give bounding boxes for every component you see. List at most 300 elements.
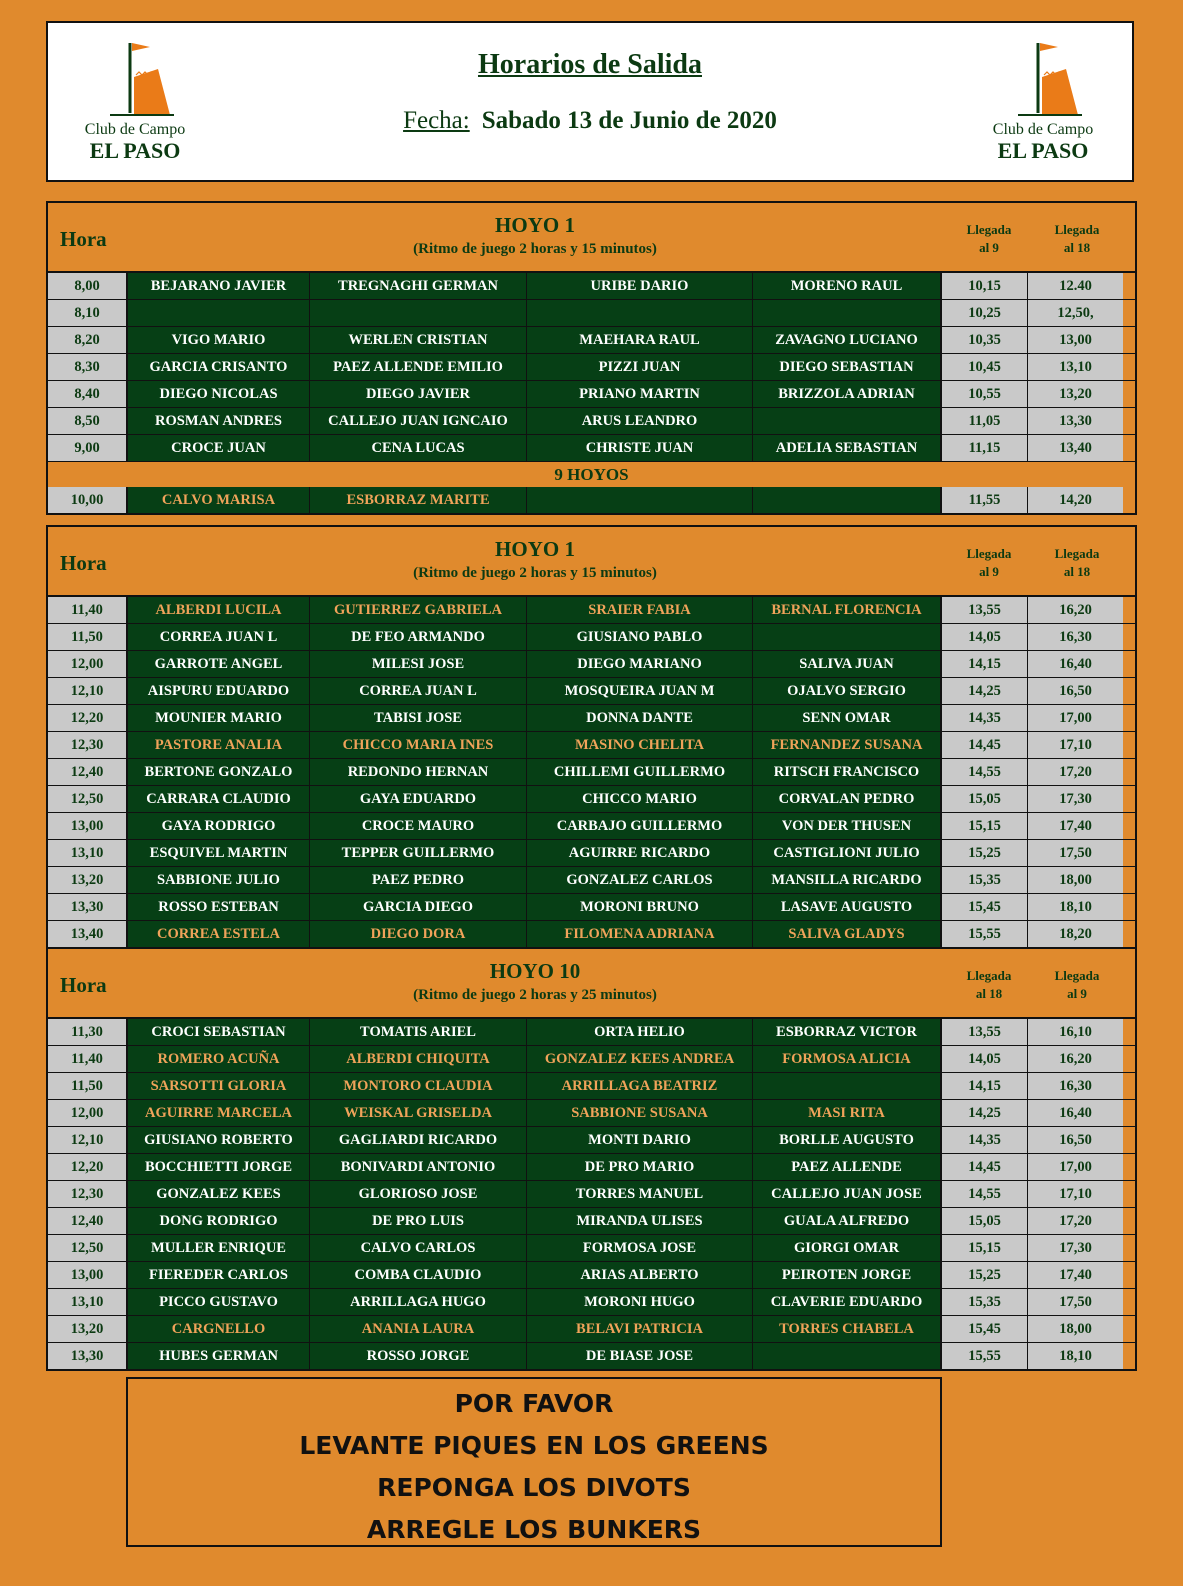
player-cell: CLAVERIE EDUARDO xyxy=(753,1289,942,1315)
player-cell: DIEGO SEBASTIAN xyxy=(753,354,942,380)
player-cell: WEISKAL GRISELDA xyxy=(310,1100,527,1126)
player-cell: ALBERDI LUCILA xyxy=(128,597,310,623)
player-cell: FORMOSA ALICIA xyxy=(753,1046,942,1072)
player-cell: PAEZ ALLENDE xyxy=(753,1154,942,1180)
arrival-b-cell: 16,30 xyxy=(1028,1073,1123,1099)
arrival-a-cell: 15,35 xyxy=(942,1289,1028,1315)
arrival-b-cell: 18,10 xyxy=(1028,1343,1123,1369)
player-cell: MILESI JOSE xyxy=(310,651,527,677)
tee-time-row xyxy=(48,1261,1135,1288)
player-cell: PEIROTEN JORGE xyxy=(753,1262,942,1288)
header-banner xyxy=(46,21,1134,182)
player-cell: CENA LUCAS xyxy=(310,435,527,461)
player-cell: CASTIGLIONI JULIO xyxy=(753,840,942,866)
player-cell: PAEZ PEDRO xyxy=(310,867,527,893)
player-cell: TABISI JOSE xyxy=(310,705,527,731)
golf-flag-icon xyxy=(998,39,1088,119)
player-cell: MONTI DARIO xyxy=(527,1127,753,1153)
player-cell: AGUIRRE RICARDO xyxy=(527,840,753,866)
player-cell: SALIVA JUAN xyxy=(753,651,942,677)
tee-time-row xyxy=(48,650,1135,677)
player-cell: PASTORE ANALIA xyxy=(128,732,310,758)
logo-name-text: EL PASO xyxy=(89,138,181,163)
player-cell: ROSMAN ANDRES xyxy=(128,408,310,434)
player-cell: VON DER THUSEN xyxy=(753,813,942,839)
player-cell: CALVO CARLOS xyxy=(310,1235,527,1261)
player-cell xyxy=(753,1073,942,1099)
player-cell: ANANIA LAURA xyxy=(310,1316,527,1342)
player-cell: ARRILLAGA HUGO xyxy=(310,1289,527,1315)
player-cell xyxy=(753,1343,942,1369)
player-cell: GARROTE ANGEL xyxy=(128,651,310,677)
player-cell: BRIZZOLA ADRIAN xyxy=(753,381,942,407)
tee-time-cell: 12,20 xyxy=(48,1154,128,1180)
arrival-a-cell: 13,55 xyxy=(942,1019,1028,1045)
player-cell: MIRANDA ULISES xyxy=(527,1208,753,1234)
player-cell: ROSSO ESTEBAN xyxy=(128,894,310,920)
tee-time-row xyxy=(48,623,1135,650)
arrival-b-cell: 17,10 xyxy=(1028,732,1123,758)
player-cell: MORONI BRUNO xyxy=(527,894,753,920)
tee-time-cell: 12,00 xyxy=(48,1100,128,1126)
player-cell: TORRES MANUEL xyxy=(527,1181,753,1207)
logo-club-text: Club de Campo xyxy=(84,121,186,138)
arrival-a-cell: 10,25 xyxy=(942,300,1028,326)
player-cell: GUALA ALFREDO xyxy=(753,1208,942,1234)
player-cell: GIUSIANO ROBERTO xyxy=(128,1127,310,1153)
arrival-col-a-line: Llegada xyxy=(966,546,1012,561)
arrival-b-cell: 18,00 xyxy=(1028,1316,1123,1342)
player-cell: GIUSIANO PABLO xyxy=(527,624,753,650)
player-cell: BOCCHIETTI JORGE xyxy=(128,1154,310,1180)
player-cell: ROSSO JORGE xyxy=(310,1343,527,1369)
notice-line: REPONGA LOS DIVOTS xyxy=(377,1473,691,1502)
player-cell: BERNAL FLORENCIA xyxy=(753,597,942,623)
tee-time-row xyxy=(48,487,1135,513)
player-cell: SENN OMAR xyxy=(753,705,942,731)
player-cell: GUTIERREZ GABRIELA xyxy=(310,597,527,623)
tee-time-row xyxy=(48,1207,1135,1234)
arrival-col-b-line: Llegada xyxy=(1054,968,1100,983)
tee-time-cell: 8,30 xyxy=(48,354,128,380)
arrival-b-cell: 16,50 xyxy=(1028,1127,1123,1153)
arrival-b-cell: 13,00 xyxy=(1028,327,1123,353)
arrival-a-cell: 15,15 xyxy=(942,1235,1028,1261)
player-cell: PICCO GUSTAVO xyxy=(128,1289,310,1315)
player-cell: FIEREDER CARLOS xyxy=(128,1262,310,1288)
arrival-col-a-line: al 9 xyxy=(979,240,999,255)
arrival-b-cell: 17,30 xyxy=(1028,1235,1123,1261)
player-cell: CARGNELLO xyxy=(128,1316,310,1342)
pace-subtitle: (Ritmo de juego 2 horas y 15 minutos) xyxy=(413,241,657,257)
player-cell: DE BIASE JOSE xyxy=(527,1343,753,1369)
arrival-a-cell: 14,45 xyxy=(942,1154,1028,1180)
arrival-a-cell: 10,35 xyxy=(942,327,1028,353)
arrival-a-cell: 11,55 xyxy=(942,487,1028,513)
section-separator: 9 HOYOS xyxy=(48,461,1135,487)
tee-time-row xyxy=(48,758,1135,785)
player-cell: MAEHARA RAUL xyxy=(527,327,753,353)
arrival-b-cell: 16,20 xyxy=(1028,1046,1123,1072)
arrival-b-cell: 12.40 xyxy=(1028,273,1123,299)
tee-time-cell: 13,30 xyxy=(48,1343,128,1369)
tee-time-cell: 8,40 xyxy=(48,381,128,407)
player-cell: ORTA HELIO xyxy=(527,1019,753,1045)
player-cell: BERTONE GONZALO xyxy=(128,759,310,785)
arrival-b-cell: 17,30 xyxy=(1028,786,1123,812)
club-logo-right xyxy=(978,39,1108,163)
tee-time-cell: 13,00 xyxy=(48,813,128,839)
player-cell: MANSILLA RICARDO xyxy=(753,867,942,893)
arrival-col-b-line: al 18 xyxy=(1063,564,1091,579)
date-label: Fecha: xyxy=(403,107,470,134)
arrival-col-b-line: Llegada xyxy=(1054,546,1100,561)
arrival-a-cell: 14,15 xyxy=(942,651,1028,677)
player-cell xyxy=(753,408,942,434)
player-cell: PIZZI JUAN xyxy=(527,354,753,380)
tee-time-row xyxy=(48,380,1135,407)
tee-time-row xyxy=(48,597,1135,623)
player-cell: ARUS LEANDRO xyxy=(527,408,753,434)
arrival-b-cell: 18,20 xyxy=(1028,921,1123,947)
player-cell: ALBERDI CHIQUITA xyxy=(310,1046,527,1072)
tee-time-cell: 8,00 xyxy=(48,273,128,299)
arrival-a-cell: 15,25 xyxy=(942,1262,1028,1288)
tee-time-row xyxy=(48,1019,1135,1045)
arrival-b-cell: 17,20 xyxy=(1028,759,1123,785)
player-cell: MORONI HUGO xyxy=(527,1289,753,1315)
player-cell: CROCI SEBASTIAN xyxy=(128,1019,310,1045)
player-cell xyxy=(753,300,942,326)
arrival-b-cell: 16,50 xyxy=(1028,678,1123,704)
arrival-b-cell: 17,20 xyxy=(1028,1208,1123,1234)
arrival-a-cell: 15,05 xyxy=(942,786,1028,812)
tee-time-cell: 11,40 xyxy=(48,1046,128,1072)
player-cell: DIEGO DORA xyxy=(310,921,527,947)
notice-line: ARREGLE LOS BUNKERS xyxy=(366,1515,702,1544)
tee-time-row xyxy=(48,1099,1135,1126)
player-cell: ESBORRAZ VICTOR xyxy=(753,1019,942,1045)
arrival-col-a-header xyxy=(944,221,1034,257)
tee-time-row xyxy=(48,812,1135,839)
panel-header xyxy=(48,949,1135,1019)
tee-time-cell: 10,00 xyxy=(48,487,128,513)
arrival-a-cell: 14,15 xyxy=(942,1073,1028,1099)
tee-time-row xyxy=(48,1288,1135,1315)
tee-time-cell: 13,20 xyxy=(48,1316,128,1342)
arrival-a-cell: 15,55 xyxy=(942,1343,1028,1369)
tee-time-cell: 11,30 xyxy=(48,1019,128,1045)
player-cell: MASI RITA xyxy=(753,1100,942,1126)
hoyo-title: HOYO 1 xyxy=(495,213,575,237)
player-cell: CALLEJO JUAN JOSE xyxy=(753,1181,942,1207)
player-cell: SABBIONE JULIO xyxy=(128,867,310,893)
arrival-b-cell: 13,10 xyxy=(1028,354,1123,380)
tee-time-cell: 13,10 xyxy=(48,840,128,866)
player-cell: GLORIOSO JOSE xyxy=(310,1181,527,1207)
tee-time-cell: 8,10 xyxy=(48,300,128,326)
notice-line: POR FAVOR xyxy=(454,1389,614,1418)
tee-time-cell: 11,50 xyxy=(48,1073,128,1099)
tee-time-cell: 12,20 xyxy=(48,705,128,731)
tee-time-cell: 13,20 xyxy=(48,867,128,893)
player-cell: TORRES CHABELA xyxy=(753,1316,942,1342)
player-cell: CORVALAN PEDRO xyxy=(753,786,942,812)
player-cell: DIEGO MARIANO xyxy=(527,651,753,677)
tee-time-cell: 13,10 xyxy=(48,1289,128,1315)
arrival-b-cell: 14,20 xyxy=(1028,487,1123,513)
player-cell: ROMERO ACUÑA xyxy=(128,1046,310,1072)
player-cell: TREGNAGHI GERMAN xyxy=(310,273,527,299)
tee-time-cell: 12,10 xyxy=(48,1127,128,1153)
player-cell xyxy=(527,300,753,326)
arrival-b-cell: 16,20 xyxy=(1028,597,1123,623)
tee-time-row xyxy=(48,273,1135,299)
tee-time-row xyxy=(48,299,1135,326)
tee-time-cell: 12,30 xyxy=(48,1181,128,1207)
player-cell: COMBA CLAUDIO xyxy=(310,1262,527,1288)
player-cell: ARRILLAGA BEATRIZ xyxy=(527,1073,753,1099)
arrival-a-cell: 15,25 xyxy=(942,840,1028,866)
hora-label: Hora xyxy=(60,973,107,997)
tee-time-row xyxy=(48,839,1135,866)
tee-time-cell: 8,20 xyxy=(48,327,128,353)
arrival-col-b-header xyxy=(1032,545,1122,581)
player-cell: OJALVO SERGIO xyxy=(753,678,942,704)
player-cell: DIEGO NICOLAS xyxy=(128,381,310,407)
arrival-b-cell: 17,40 xyxy=(1028,1262,1123,1288)
player-cell: GONZALEZ KEES xyxy=(128,1181,310,1207)
tee-time-cell: 12,30 xyxy=(48,732,128,758)
player-cell: GIORGI OMAR xyxy=(753,1235,942,1261)
tee-time-row xyxy=(48,1342,1135,1369)
player-cell: BORLLE AUGUSTO xyxy=(753,1127,942,1153)
player-cell: DE PRO LUIS xyxy=(310,1208,527,1234)
player-cell: PAEZ ALLENDE EMILIO xyxy=(310,354,527,380)
player-cell: GAGLIARDI RICARDO xyxy=(310,1127,527,1153)
tee-time-cell: 8,50 xyxy=(48,408,128,434)
hoyo-title: HOYO 10 xyxy=(489,959,581,983)
tee-time-cell: 12,00 xyxy=(48,651,128,677)
player-cell: CHILLEMI GUILLERMO xyxy=(527,759,753,785)
tee-time-row xyxy=(48,407,1135,434)
player-cell: GARCIA CRISANTO xyxy=(128,354,310,380)
arrival-a-cell: 14,35 xyxy=(942,705,1028,731)
notice-line: LEVANTE PIQUES EN LOS GREENS xyxy=(299,1431,769,1460)
player-cell: MOSQUEIRA JUAN M xyxy=(527,678,753,704)
arrival-a-cell: 14,55 xyxy=(942,759,1028,785)
player-cell: GONZALEZ KEES ANDREA xyxy=(527,1046,753,1072)
player-cell: CORREA JUAN L xyxy=(128,624,310,650)
arrival-b-cell: 18,00 xyxy=(1028,867,1123,893)
player-cell: MONTORO CLAUDIA xyxy=(310,1073,527,1099)
player-cell: AGUIRRE MARCELA xyxy=(128,1100,310,1126)
tee-panel-hoyo1-morning xyxy=(46,201,1137,515)
arrival-col-a-line: Llegada xyxy=(966,968,1012,983)
tee-panel-hoyo1-afternoon xyxy=(46,525,1137,949)
arrival-a-cell: 10,55 xyxy=(942,381,1028,407)
arrival-a-cell: 15,45 xyxy=(942,894,1028,920)
player-cell: BEJARANO JAVIER xyxy=(128,273,310,299)
player-cell: DIEGO JAVIER xyxy=(310,381,527,407)
tee-time-cell: 13,00 xyxy=(48,1262,128,1288)
tee-time-cell: 11,40 xyxy=(48,597,128,623)
player-cell: RITSCH FRANCISCO xyxy=(753,759,942,785)
player-cell: GARCIA DIEGO xyxy=(310,894,527,920)
player-cell: GAYA EDUARDO xyxy=(310,786,527,812)
player-cell xyxy=(128,300,310,326)
tee-time-row xyxy=(48,677,1135,704)
player-cell: AISPURU EDUARDO xyxy=(128,678,310,704)
tee-time-cell: 13,30 xyxy=(48,894,128,920)
hora-label: Hora xyxy=(60,551,107,575)
player-cell: ESQUIVEL MARTIN xyxy=(128,840,310,866)
date-value: Sabado 13 de Junio de 2020 xyxy=(481,107,777,134)
arrival-b-cell: 12,50, xyxy=(1028,300,1123,326)
arrival-col-b-line: al 18 xyxy=(1063,240,1091,255)
player-cell: DONG RODRIGO xyxy=(128,1208,310,1234)
arrival-a-cell: 10,15 xyxy=(942,273,1028,299)
logo-name-text: EL PASO xyxy=(997,138,1089,163)
player-cell: FORMOSA JOSE xyxy=(527,1235,753,1261)
tee-time-row xyxy=(48,353,1135,380)
player-cell: BELAVI PATRICIA xyxy=(527,1316,753,1342)
player-cell: BONIVARDI ANTONIO xyxy=(310,1154,527,1180)
tee-time-cell: 12,10 xyxy=(48,678,128,704)
player-cell: SABBIONE SUSANA xyxy=(527,1100,753,1126)
date-line xyxy=(48,107,1132,135)
arrival-a-cell: 11,15 xyxy=(942,435,1028,461)
tee-time-row xyxy=(48,326,1135,353)
tee-time-row xyxy=(48,434,1135,461)
arrival-b-cell: 13,30 xyxy=(1028,408,1123,434)
arrival-b-cell: 17,00 xyxy=(1028,705,1123,731)
player-cell: CALVO MARISA xyxy=(128,487,310,513)
player-cell: URIBE DARIO xyxy=(527,273,753,299)
player-cell xyxy=(753,624,942,650)
player-cell: ADELIA SEBASTIAN xyxy=(753,435,942,461)
player-cell: CARBAJO GUILLERMO xyxy=(527,813,753,839)
arrival-a-cell: 15,05 xyxy=(942,1208,1028,1234)
player-cell: DE PRO MARIO xyxy=(527,1154,753,1180)
panel-header xyxy=(48,203,1135,273)
arrival-b-cell: 17,40 xyxy=(1028,813,1123,839)
player-cell: WERLEN CRISTIAN xyxy=(310,327,527,353)
arrival-col-b-header xyxy=(1032,967,1122,1003)
arrival-a-cell: 11,05 xyxy=(942,408,1028,434)
arrival-a-cell: 14,35 xyxy=(942,1127,1028,1153)
arrival-b-cell: 17,00 xyxy=(1028,1154,1123,1180)
arrival-a-cell: 14,25 xyxy=(942,678,1028,704)
arrival-a-cell: 14,25 xyxy=(942,1100,1028,1126)
player-cell: CORREA ESTELA xyxy=(128,921,310,947)
tee-time-row xyxy=(48,1180,1135,1207)
player-cell: CROCE JUAN xyxy=(128,435,310,461)
player-cell: LASAVE AUGUSTO xyxy=(753,894,942,920)
tee-time-row xyxy=(48,1045,1135,1072)
player-cell: TOMATIS ARIEL xyxy=(310,1019,527,1045)
player-cell: FILOMENA ADRIANA xyxy=(527,921,753,947)
arrival-b-cell: 16,40 xyxy=(1028,651,1123,677)
player-cell: ESBORRAZ MARITE xyxy=(310,487,527,513)
player-cell: TEPPER GUILLERMO xyxy=(310,840,527,866)
player-cell: CALLEJO JUAN IGNCAIO xyxy=(310,408,527,434)
player-cell: MASINO CHELITA xyxy=(527,732,753,758)
tee-time-row xyxy=(48,1315,1135,1342)
player-cell: ARIAS ALBERTO xyxy=(527,1262,753,1288)
tee-time-cell: 12,40 xyxy=(48,1208,128,1234)
tee-time-cell: 11,50 xyxy=(48,624,128,650)
logo-club-text: Club de Campo xyxy=(992,121,1094,138)
arrival-b-cell: 13,20 xyxy=(1028,381,1123,407)
tee-time-cell: 12,50 xyxy=(48,1235,128,1261)
player-cell: VIGO MARIO xyxy=(128,327,310,353)
arrival-a-cell: 14,45 xyxy=(942,732,1028,758)
arrival-b-cell: 16,10 xyxy=(1028,1019,1123,1045)
player-cell: CHICCO MARIA INES xyxy=(310,732,527,758)
player-cell: GAYA RODRIGO xyxy=(128,813,310,839)
tee-time-row xyxy=(48,866,1135,893)
arrival-a-cell: 15,15 xyxy=(942,813,1028,839)
arrival-b-cell: 16,40 xyxy=(1028,1100,1123,1126)
tee-time-row xyxy=(48,704,1135,731)
player-cell: PRIANO MARTIN xyxy=(527,381,753,407)
arrival-a-cell: 14,05 xyxy=(942,1046,1028,1072)
tee-time-row xyxy=(48,731,1135,758)
arrival-col-b-header xyxy=(1032,221,1122,257)
tee-time-cell: 13,40 xyxy=(48,921,128,947)
player-cell: CHRISTE JUAN xyxy=(527,435,753,461)
player-cell: DONNA DANTE xyxy=(527,705,753,731)
arrival-a-cell: 15,45 xyxy=(942,1316,1028,1342)
player-cell: CARRARA CLAUDIO xyxy=(128,786,310,812)
arrival-col-a-line: al 9 xyxy=(979,564,999,579)
player-cell: MORENO RAUL xyxy=(753,273,942,299)
tee-time-row xyxy=(48,1234,1135,1261)
tee-time-cell: 9,00 xyxy=(48,435,128,461)
player-cell xyxy=(753,487,942,513)
arrival-col-b-line: al 9 xyxy=(1067,986,1087,1001)
player-cell: DE FEO ARMANDO xyxy=(310,624,527,650)
arrival-col-a-header xyxy=(944,967,1034,1003)
arrival-a-cell: 10,45 xyxy=(942,354,1028,380)
player-cell: SRAIER FABIA xyxy=(527,597,753,623)
arrival-a-cell: 14,55 xyxy=(942,1181,1028,1207)
arrival-b-cell: 16,30 xyxy=(1028,624,1123,650)
tee-time-row xyxy=(48,1153,1135,1180)
pace-subtitle: (Ritmo de juego 2 horas y 25 minutos) xyxy=(413,987,657,1003)
arrival-col-a-line: Llegada xyxy=(966,222,1012,237)
tee-time-row xyxy=(48,920,1135,947)
tee-time-row xyxy=(48,1072,1135,1099)
player-cell: CHICCO MARIO xyxy=(527,786,753,812)
arrival-a-cell: 15,55 xyxy=(942,921,1028,947)
arrival-col-a-header xyxy=(944,545,1034,581)
pace-subtitle: (Ritmo de juego 2 horas y 15 minutos) xyxy=(413,565,657,581)
panel-header xyxy=(48,527,1135,597)
player-cell: GONZALEZ CARLOS xyxy=(527,867,753,893)
arrival-a-cell: 13,55 xyxy=(942,597,1028,623)
hoyo-title: HOYO 1 xyxy=(495,537,575,561)
player-cell xyxy=(527,487,753,513)
arrival-col-a-line: al 18 xyxy=(975,986,1003,1001)
tee-panel-hoyo10 xyxy=(46,947,1137,1371)
player-cell: CORREA JUAN L xyxy=(310,678,527,704)
arrival-b-cell: 18,10 xyxy=(1028,894,1123,920)
tee-time-cell: 12,50 xyxy=(48,786,128,812)
player-cell: ZAVAGNO LUCIANO xyxy=(753,327,942,353)
player-cell: REDONDO HERNAN xyxy=(310,759,527,785)
